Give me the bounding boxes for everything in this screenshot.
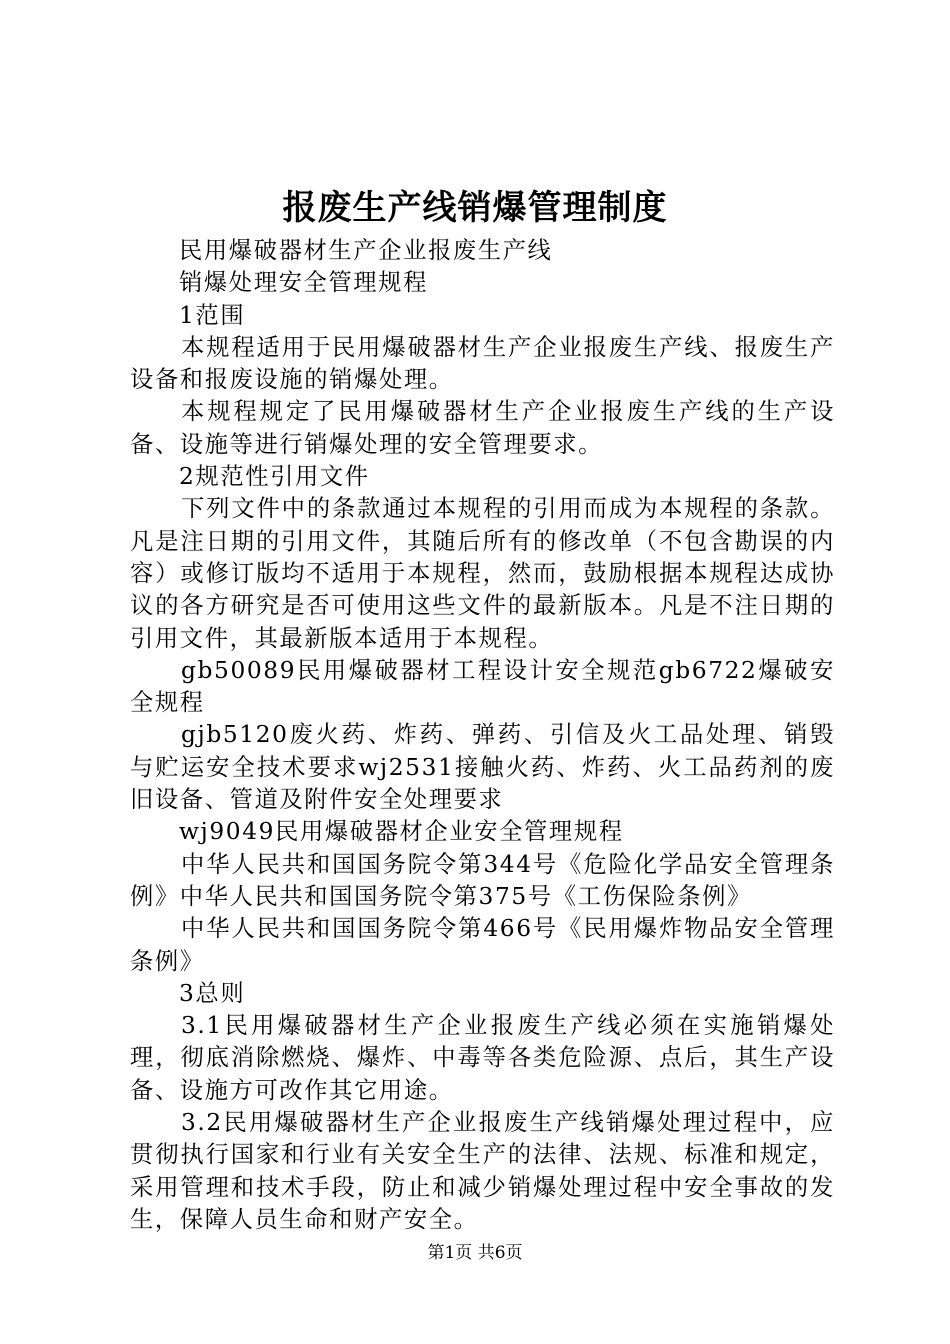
document-title: 报废生产线销爆管理制度 (282, 188, 668, 228)
paragraph-scope-2: 本规程规定了民用爆破器材生产企业报废生产线的生产设备、设施等进行销爆处理的安全管理要求。 (130, 398, 835, 458)
paragraph-references-intro: 下列文件中的条款通过本规程的引用而成为本规程的条款。凡是注日期的引用文件，其随后所有的修改单（不包含勘误的内容）或修订版均不适用于本规程，然而，鼓励根据本规程达成协议的各方研究是否可使用这些文件的最新版本。凡是不注日期的引用文件，其最新版本适用于本规程。 (130, 495, 835, 652)
paragraph-general-3-1: 3.1民用爆破器材生产企业报废生产线必须在实施销爆处理，彻底消除燃烧、爆炸、中毒等各类危险源、点后，其生产设备、设施方可改作其它用途。 (130, 1012, 835, 1104)
section-heading-scope: 1范围 (179, 301, 246, 329)
section-heading-references: 2规范性引用文件 (179, 463, 370, 491)
paragraph-reference-decree-466: 中华人民共和国国务院令第466号《民用爆炸物品安全管理条例》 (130, 915, 835, 975)
paragraph-reference-gb50089: gb50089民用爆破器材工程设计安全规范gb6722爆破安全规程 (130, 656, 835, 717)
paragraph-subtitle-2: 销爆处理安全管理规程 (179, 269, 428, 297)
paragraph-reference-wj9049: wj9049民用爆破器材企业安全管理规程 (179, 818, 624, 846)
paragraph-subtitle-1: 民用爆破器材生产企业报废生产线 (179, 237, 553, 264)
page-footer: 第1页 共6页 (427, 1243, 523, 1263)
paragraph-general-3-2: 3.2民用爆破器材生产企业报废生产线销爆处理过程中，应贯彻执行国家和行业有关安全生产的法律、法规、标准和规定，采用管理和技术手段，防止和减少销爆处理过程中安全事故的发生，保障人员生命和财产安全。 (130, 1109, 835, 1233)
document-body (130, 235, 835, 1236)
paragraph-reference-decree-344: 中华人民共和国国务院令第344号《危险化学品安全管理条例》中华人民共和国国务院令第375号《工伤保险条例》 (130, 850, 835, 910)
section-heading-general: 3总则 (179, 979, 246, 1007)
paragraph-scope-1: 本规程适用于民用爆破器材生产企业报废生产线、报废生产设备和报废设施的销爆处理。 (130, 333, 835, 394)
paragraph-reference-gjb5120: gjb5120废火药、炸药、弹药、引信及火工品处理、销毁与贮运安全技术要求wj2531接触火药、炸药、火工品药剂的废旧设备、管道及附件安全处理要求 (130, 721, 835, 814)
